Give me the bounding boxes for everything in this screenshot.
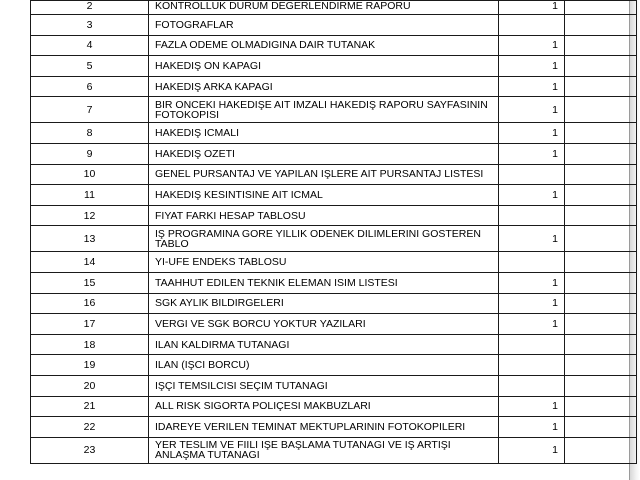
row-extra-cell xyxy=(565,417,637,438)
row-extra-cell xyxy=(565,76,637,97)
row-number: 10 xyxy=(31,164,149,185)
table-row xyxy=(31,417,637,438)
row-number: 4 xyxy=(31,35,149,56)
row-description: ILAN (IŞCI BORCU) xyxy=(149,355,499,376)
row-number: 21 xyxy=(31,396,149,417)
row-extra-cell xyxy=(565,396,637,417)
row-description: FOTOGRAFLAR xyxy=(149,15,499,36)
row-description: HAKEDIŞ KESINTISINE AIT ICMAL xyxy=(149,185,499,206)
row-number: 20 xyxy=(31,375,149,396)
row-description: ALL RISK SIGORTA POLIÇESI MAKBUZLARI xyxy=(149,396,499,417)
row-quantity xyxy=(499,252,565,273)
row-number: 8 xyxy=(31,123,149,144)
row-number: 22 xyxy=(31,417,149,438)
row-quantity: 1 xyxy=(499,35,565,56)
row-extra-cell xyxy=(565,375,637,396)
row-number: 5 xyxy=(31,56,149,77)
table-row xyxy=(31,185,637,206)
row-description: KONTROLLUK DURUM DEGERLENDIRME RAPORU xyxy=(149,1,499,15)
row-extra-cell xyxy=(565,314,637,335)
table-row xyxy=(31,205,637,226)
table-row xyxy=(31,97,637,123)
row-quantity: 1 xyxy=(499,76,565,97)
row-quantity: 1 xyxy=(499,417,565,438)
row-description: VERGI VE SGK BORCU YOKTUR YAZILARI xyxy=(149,314,499,335)
table-row xyxy=(31,437,637,463)
row-description: BIR ONCEKI HAKEDIŞE AIT IMZALI HAKEDIŞ RAPORU SAYFASININ FOTOKOPISI xyxy=(149,97,499,123)
row-extra-cell xyxy=(565,97,637,123)
row-number: 13 xyxy=(31,226,149,252)
row-number: 15 xyxy=(31,272,149,293)
row-description: GENEL PURSANTAJ VE YAPILAN IŞLERE AIT PURSANTAJ LISTESI xyxy=(149,164,499,185)
row-quantity: 1 xyxy=(499,437,565,463)
row-number: 23 xyxy=(31,437,149,463)
row-description: FAZLA ODEME OLMADIGINA DAIR TUTANAK xyxy=(149,35,499,56)
row-number: 19 xyxy=(31,355,149,376)
row-extra-cell xyxy=(565,355,637,376)
row-extra-cell xyxy=(565,56,637,77)
table-row xyxy=(31,56,637,77)
row-description: HAKEDIŞ ON KAPAGI xyxy=(149,56,499,77)
row-number: 11 xyxy=(31,185,149,206)
row-quantity: 1 xyxy=(499,226,565,252)
row-extra-cell xyxy=(565,334,637,355)
row-quantity: 1 xyxy=(499,56,565,77)
row-quantity xyxy=(499,205,565,226)
row-quantity: 1 xyxy=(499,123,565,144)
row-quantity: 1 xyxy=(499,314,565,335)
row-quantity xyxy=(499,334,565,355)
table-row xyxy=(31,252,637,273)
row-quantity: 1 xyxy=(499,293,565,314)
row-extra-cell xyxy=(565,123,637,144)
table-body xyxy=(31,1,637,464)
row-extra-cell xyxy=(565,164,637,185)
row-number: 16 xyxy=(31,293,149,314)
row-extra-cell xyxy=(565,1,637,15)
table-row xyxy=(31,293,637,314)
row-quantity xyxy=(499,355,565,376)
row-description: SGK AYLIK BILDIRGELERI xyxy=(149,293,499,314)
row-number: 14 xyxy=(31,252,149,273)
row-extra-cell xyxy=(565,293,637,314)
row-description: IŞÇI TEMSILCISI SEÇIM TUTANAGI xyxy=(149,375,499,396)
row-extra-cell xyxy=(565,437,637,463)
row-description: HAKEDIŞ OZETI xyxy=(149,143,499,164)
row-extra-cell xyxy=(565,185,637,206)
table-row xyxy=(31,143,637,164)
row-quantity: 1 xyxy=(499,1,565,15)
row-quantity xyxy=(499,15,565,36)
row-extra-cell xyxy=(565,272,637,293)
row-number: 7 xyxy=(31,97,149,123)
table-row xyxy=(31,15,637,36)
row-number: 9 xyxy=(31,143,149,164)
row-extra-cell xyxy=(565,226,637,252)
row-extra-cell xyxy=(565,143,637,164)
row-quantity: 1 xyxy=(499,185,565,206)
row-description: IDAREYE VERILEN TEMINAT MEKTUPLARININ FOTOKOPILERI xyxy=(149,417,499,438)
table-row xyxy=(31,226,637,252)
row-description: FIYAT FARKI HESAP TABLOSU xyxy=(149,205,499,226)
row-extra-cell xyxy=(565,252,637,273)
row-extra-cell xyxy=(565,205,637,226)
table-row xyxy=(31,123,637,144)
row-number: 2 xyxy=(31,1,149,15)
row-extra-cell xyxy=(565,15,637,36)
row-quantity xyxy=(499,375,565,396)
row-quantity: 1 xyxy=(499,143,565,164)
row-quantity xyxy=(499,164,565,185)
row-extra-cell xyxy=(565,35,637,56)
table-row xyxy=(31,375,637,396)
table-row xyxy=(31,1,637,15)
row-quantity: 1 xyxy=(499,272,565,293)
row-number: 3 xyxy=(31,15,149,36)
table-row xyxy=(31,355,637,376)
row-number: 17 xyxy=(31,314,149,335)
row-description: TAAHHUT EDILEN TEKNIK ELEMAN ISIM LISTESI xyxy=(149,272,499,293)
table-row xyxy=(31,334,637,355)
table-row xyxy=(31,35,637,56)
table-row xyxy=(31,396,637,417)
table-row xyxy=(31,76,637,97)
row-description: IŞ PROGRAMINA GORE YILLIK ODENEK DILIMLERINI GOSTEREN TABLO xyxy=(149,226,499,252)
row-description: ILAN KALDIRMA TUTANAGI xyxy=(149,334,499,355)
row-description: HAKEDIŞ ICMALI xyxy=(149,123,499,144)
document-table xyxy=(30,0,637,464)
table-row xyxy=(31,314,637,335)
row-quantity: 1 xyxy=(499,97,565,123)
table-row xyxy=(31,272,637,293)
row-number: 18 xyxy=(31,334,149,355)
row-description: HAKEDIŞ ARKA KAPAGI xyxy=(149,76,499,97)
table-row xyxy=(31,164,637,185)
row-description: YER TESLIM VE FIILI IŞE BAŞLAMA TUTANAGI VE IŞ ARTIŞI ANLAŞMA TUTANAGI xyxy=(149,437,499,463)
row-quantity: 1 xyxy=(499,396,565,417)
row-number: 6 xyxy=(31,76,149,97)
row-number: 12 xyxy=(31,205,149,226)
row-description: YI-UFE ENDEKS TABLOSU xyxy=(149,252,499,273)
